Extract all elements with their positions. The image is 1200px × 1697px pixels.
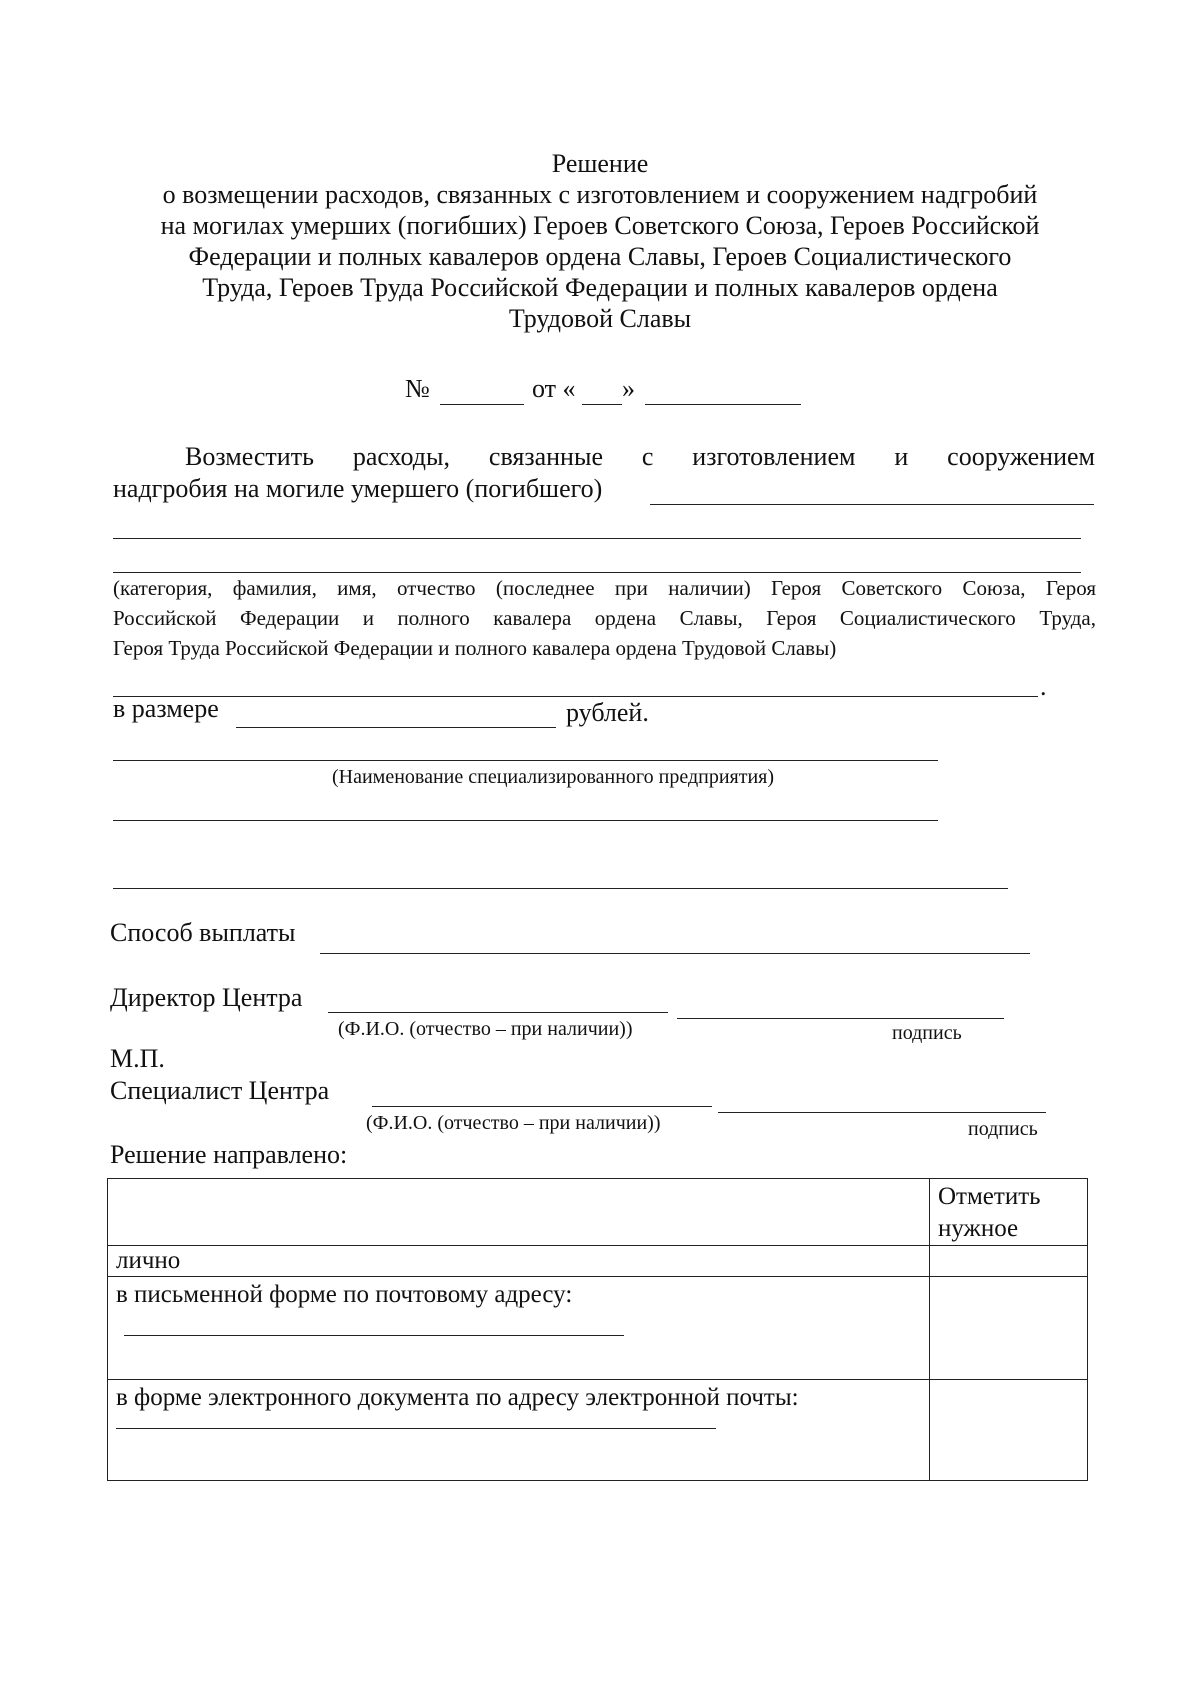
enterprise-blank-3[interactable] [113, 888, 1008, 889]
director-sign-blank[interactable] [677, 1018, 1004, 1019]
delivery-by-post: в письменной форме по почтовому адресу: [116, 1281, 573, 1308]
date-from-label: от « [532, 374, 576, 403]
mark-by-email[interactable] [930, 1380, 1088, 1481]
amount-unit: рублей. [566, 698, 649, 727]
title-line: на могилах умерших (погибших) Героев Советского Союза, Героев Российской [160, 211, 1040, 240]
payment-blank[interactable] [320, 953, 1030, 954]
title-line: о возмещении расходов, связанных с изготовлением и сооружением надгробий [162, 180, 1038, 209]
number-blank[interactable] [440, 404, 524, 405]
table-row [108, 1277, 1088, 1380]
specialist-sign-caption: подпись [968, 1118, 1038, 1140]
month-year-blank[interactable] [645, 404, 801, 405]
category-blank[interactable] [113, 696, 1038, 697]
sent-label: Решение направлено: [110, 1140, 348, 1169]
table-row [108, 1246, 1088, 1277]
table-row [108, 1380, 1088, 1481]
amount-label: в размере [113, 694, 219, 723]
table-header-empty [108, 1179, 930, 1246]
number-sign: № [405, 374, 430, 403]
document-title [100, 148, 1100, 334]
mark-in-person[interactable] [930, 1246, 1088, 1277]
enterprise-blank-2[interactable] [113, 820, 938, 821]
category-period: . [1040, 672, 1047, 701]
reimburse-text: Возместить расходы, связанные с изготовлением и сооружением [185, 442, 1095, 471]
enterprise-blank[interactable] [113, 760, 938, 761]
delivery-by-email: в форме электронного документа по адресу электронной почты: [116, 1384, 799, 1411]
director-label: Директор Центра [110, 983, 303, 1012]
delivery-email-cell [108, 1380, 930, 1481]
reimburse-text-cont: надгробия на могиле умершего (погибшего) [113, 474, 603, 503]
specialist-sign-blank[interactable] [718, 1112, 1046, 1113]
director-fio-caption: (Ф.И.О. (отчество – при наличии)) [338, 1018, 633, 1040]
category-note-line: (категория, фамилия, имя, отчество (последнее при наличии) Героя Советского Союза, Героя [113, 576, 1096, 600]
title-heading: Решение [551, 149, 649, 178]
enterprise-caption: (Наименование специализированного предприятия) [332, 766, 775, 788]
delivery-method-table [107, 1178, 1088, 1481]
amount-blank[interactable] [236, 727, 556, 728]
title-line: Федерации и полных кавалеров ордена Славы, Героев Социалистического [188, 242, 1012, 271]
category-note-line: Героя Труда Российской Федерации и полного кавалера ордена Трудовой Славы) [113, 636, 837, 660]
stamp-mark: М.П. [110, 1044, 165, 1073]
specialist-fio-blank[interactable] [372, 1106, 712, 1107]
deceased-blank-3[interactable] [113, 572, 1081, 573]
payment-label: Способ выплаты [110, 918, 296, 947]
day-blank[interactable] [582, 404, 622, 405]
post-address-blank[interactable] [124, 1335, 624, 1336]
director-sign-caption: подпись [892, 1022, 962, 1044]
table-header-row [108, 1179, 1088, 1246]
delivery-post-cell [108, 1277, 930, 1380]
deceased-blank[interactable] [650, 504, 1094, 505]
delivery-in-person: лично [108, 1246, 930, 1277]
email-address-blank[interactable] [116, 1428, 716, 1429]
category-note-line: Российской Федерации и полного кавалера ордена Славы, Героя Социалистического Труда, [113, 606, 1096, 630]
mark-by-post[interactable] [930, 1277, 1088, 1380]
title-line: Труда, Героев Труда Российской Федерации и полных кавалеров ордена [202, 273, 998, 302]
date-close-quote: » [622, 374, 635, 403]
director-fio-blank[interactable] [328, 1012, 668, 1013]
specialist-fio-caption: (Ф.И.О. (отчество – при наличии)) [366, 1112, 661, 1134]
mark-header: Отметить нужное [930, 1179, 1088, 1246]
title-line: Трудовой Славы [508, 304, 692, 333]
specialist-label: Специалист Центра [110, 1076, 330, 1105]
deceased-blank-2[interactable] [113, 538, 1081, 539]
